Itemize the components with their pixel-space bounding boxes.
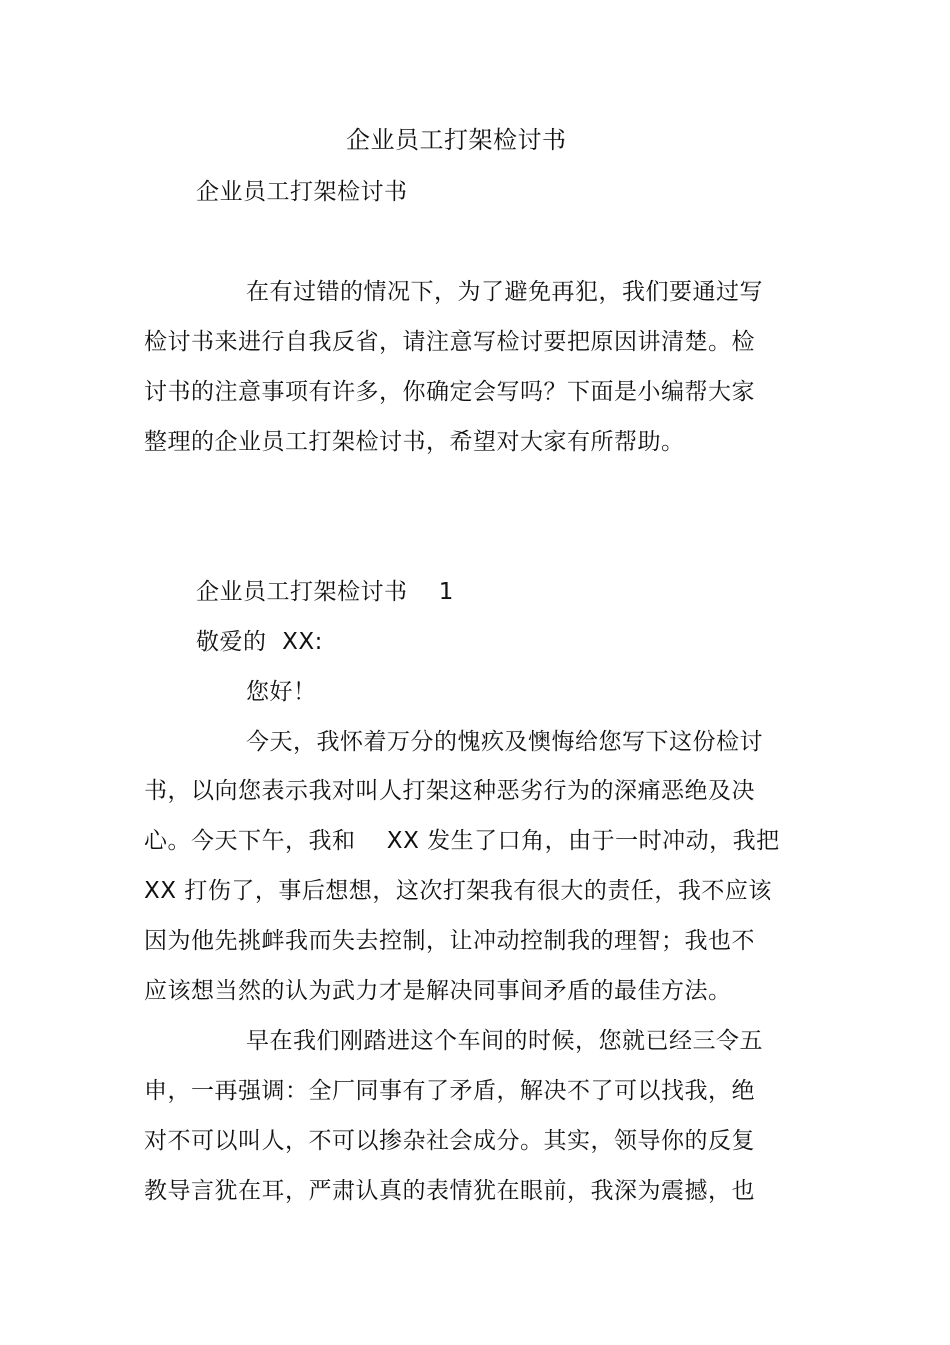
- paragraph-line: 书，以向您表示我对叫人打架这种恶劣行为的深痛恶绝及决: [144, 778, 755, 804]
- paragraph-line: 应该想当然的认为武力才是解决同事间矛盾的最佳方法。: [144, 978, 732, 1004]
- paragraph-line: 早在我们刚踏进这个车间的时候，您就已经三令五: [246, 1028, 763, 1054]
- paragraph-line: 申，一再强调：全厂同事有了矛盾，解决不了可以找我，绝: [144, 1078, 755, 1104]
- intro-line: 整理的企业员工打架检讨书，希望对大家有所帮助。: [144, 429, 685, 455]
- greeting: 您好！: [246, 679, 317, 705]
- intro-line: 讨书的注意事项有许多，你确定会写吗？下面是小编帮大家: [144, 379, 755, 405]
- paragraph-line: 对不可以叫人，不可以掺杂社会成分。其实，领导你的反复: [144, 1128, 755, 1154]
- paragraph-line: 今天，我怀着万分的愧疚及懊悔给您写下这份检讨: [246, 729, 763, 755]
- paragraph-line: 心。今天下午，我和 XX 发生了口角，由于一时冲动，我把: [144, 828, 780, 854]
- paragraph-line: XX 打伤了，事后想想，这次打架我有很大的责任，我不应该: [144, 878, 772, 904]
- section-heading: 企业员工打架检讨书 1: [196, 579, 454, 605]
- paragraph-line: 因为他先挑衅我而失去控制，让冲动控制我的理智；我也不: [144, 928, 755, 954]
- salutation: 敬爱的 XX:: [196, 629, 323, 655]
- intro-line: 检讨书来进行自我反省，请注意写检讨要把原因讲清楚。检: [144, 329, 755, 355]
- document-subtitle: 企业员工打架检讨书: [196, 179, 408, 205]
- document-title: 企业员工打架检讨书: [346, 126, 567, 154]
- paragraph-line: 教导言犹在耳，严肃认真的表情犹在眼前，我深为震撼，也: [144, 1178, 755, 1204]
- intro-line: 在有过错的情况下，为了避免再犯，我们要通过写: [246, 279, 763, 305]
